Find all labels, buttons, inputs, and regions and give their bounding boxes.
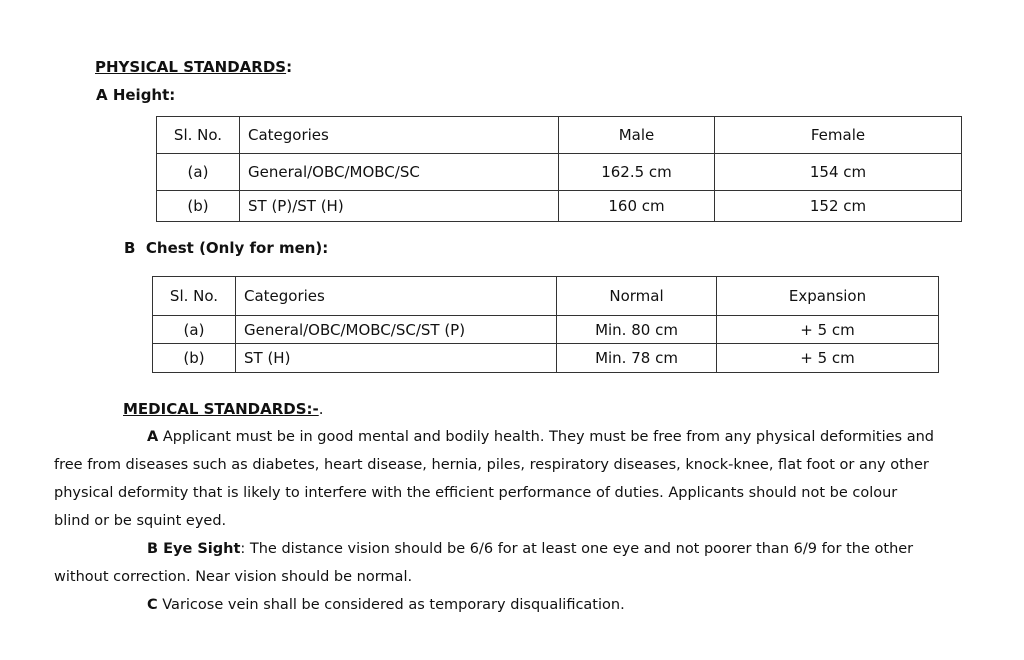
paragraph-line	[54, 535, 984, 563]
row-category: ST (H)	[236, 344, 557, 373]
paragraph-line: blind or be squint eyed.	[54, 513, 227, 529]
row-sl-no: (a)	[153, 316, 236, 344]
item-letter: A	[147, 429, 159, 445]
header-sl-no: Sl. No.	[153, 277, 236, 316]
row-category: General/OBC/MOBC/SC	[240, 154, 559, 191]
paragraph-text: : The distance vision should be 6/6 for at least one eye and not poorer than 6/9 for the other	[240, 541, 914, 557]
row-sl-no: (b)	[153, 344, 236, 373]
row-sl-no: (b)	[157, 191, 240, 222]
header-sl-no: Sl. No.	[157, 117, 240, 154]
paragraph-text: Applicant must be in good mental and bodily health. They must be free from any physical deformities and	[158, 429, 934, 445]
eye-sight-label: B Eye Sight	[147, 541, 241, 557]
paragraph-line	[147, 591, 625, 619]
paragraph-line: physical deformity that is likely to interfere with the efficient performance of duties. Applicants should not be colour	[54, 485, 898, 501]
row-female-height: 152 cm	[715, 191, 962, 222]
header-expansion: Expansion	[717, 277, 939, 316]
medical-standards-period: .	[318, 400, 324, 418]
header-female: Female	[715, 117, 962, 154]
chest-section-heading	[124, 239, 328, 257]
table-header-row	[157, 117, 962, 154]
row-category: ST (P)/ST (H)	[240, 191, 559, 222]
header-categories: Categories	[236, 277, 557, 316]
medical-paragraph-c	[147, 591, 625, 619]
row-category: General/OBC/MOBC/SC/ST (P)	[236, 316, 557, 344]
physical-standards-title: PHYSICAL STANDARDS	[95, 58, 287, 76]
header-normal: Normal	[557, 277, 717, 316]
table-row	[157, 154, 962, 191]
table-row	[153, 316, 939, 344]
table-row	[157, 191, 962, 222]
medical-standards-heading	[123, 400, 324, 418]
medical-standards-title: MEDICAL STANDARDS:-	[123, 400, 319, 418]
row-expansion: + 5 cm	[717, 344, 939, 373]
row-expansion: + 5 cm	[717, 316, 939, 344]
medical-paragraph-b	[54, 535, 984, 591]
row-sl-no: (a)	[157, 154, 240, 191]
height-table	[156, 116, 962, 222]
table-row	[153, 344, 939, 373]
item-letter: C	[147, 597, 158, 613]
paragraph-line: free from diseases such as diabetes, heart disease, hernia, piles, respiratory diseases, knock-knee, flat foot or any other	[54, 457, 929, 473]
height-section-label: A Height:	[96, 86, 176, 104]
chest-table	[152, 276, 939, 373]
physical-standards-heading	[95, 58, 292, 76]
row-normal-chest: Min. 78 cm	[557, 344, 717, 373]
row-normal-chest: Min. 80 cm	[557, 316, 717, 344]
row-female-height: 154 cm	[715, 154, 962, 191]
row-male-height: 162.5 cm	[559, 154, 715, 191]
physical-standards-colon: :	[286, 58, 293, 76]
table-header-row	[153, 277, 939, 316]
chest-section-letter: B	[124, 239, 136, 257]
paragraph-line: without correction. Near vision should be normal.	[54, 569, 413, 585]
header-categories: Categories	[240, 117, 559, 154]
paragraph-line	[54, 423, 984, 451]
chest-section-label: Chest (Only for men):	[145, 239, 329, 257]
medical-paragraph-a	[54, 423, 984, 535]
row-male-height: 160 cm	[559, 191, 715, 222]
paragraph-text: Varicose vein shall be considered as temporary disqualification.	[157, 597, 625, 613]
header-male: Male	[559, 117, 715, 154]
